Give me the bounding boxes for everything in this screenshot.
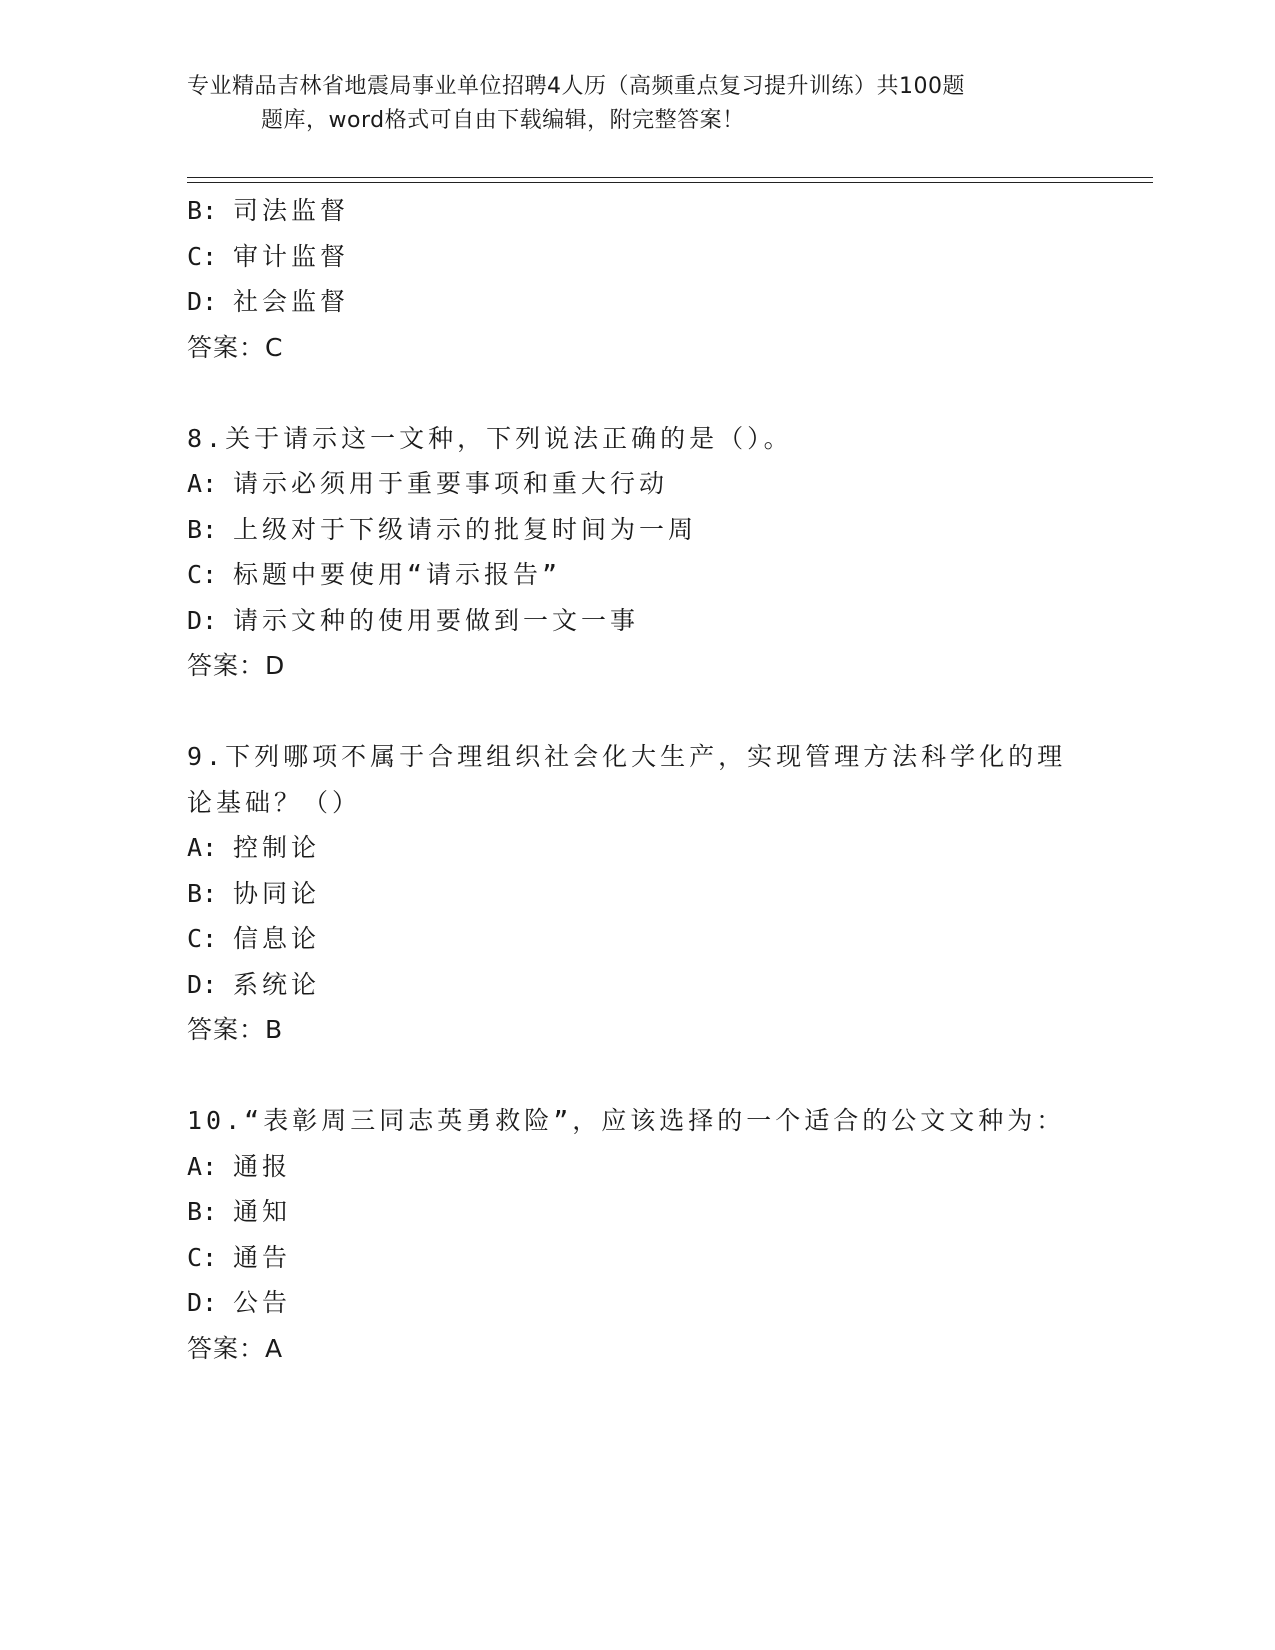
question-8 xyxy=(187,416,1087,689)
option-b xyxy=(187,188,1087,234)
option-letter: D: xyxy=(187,969,218,999)
spacer xyxy=(187,689,1087,735)
option-b xyxy=(187,1189,1087,1235)
option-letter: C: xyxy=(187,241,218,271)
spacer xyxy=(187,370,1087,416)
option-d xyxy=(187,962,1087,1008)
header-rule-bottom xyxy=(187,182,1153,183)
option-letter: A: xyxy=(187,833,218,862)
option-c xyxy=(187,552,1087,598)
option-text: 协同论 xyxy=(233,878,321,908)
option-letter: C: xyxy=(187,1242,218,1272)
option-b xyxy=(187,871,1087,917)
option-text: 司法监督 xyxy=(233,196,350,225)
option-letter: B: xyxy=(187,878,218,908)
answer-line: 答案：B xyxy=(187,1015,284,1044)
option-text: 通告 xyxy=(233,1242,292,1272)
question-stem-line1: 9.下列哪项不属于合理组织社会化大生产，实现管理方法科学化的理 xyxy=(187,742,1067,771)
option-text: 请示文种的使用要做到一文一事 xyxy=(233,605,640,635)
option-text: 通报 xyxy=(233,1151,292,1181)
question-7-tail xyxy=(187,188,1087,370)
option-text: 公告 xyxy=(233,1288,292,1317)
option-d xyxy=(187,279,1087,325)
document-header xyxy=(187,70,1067,138)
header-rule-top xyxy=(187,177,1153,178)
option-b xyxy=(187,507,1087,553)
option-c xyxy=(187,234,1087,280)
option-a xyxy=(187,1144,1087,1190)
option-text: 审计监督 xyxy=(233,241,350,271)
answer-line: 答案：C xyxy=(187,332,284,362)
option-c xyxy=(187,1235,1087,1281)
option-letter: C: xyxy=(187,560,218,589)
option-text: 系统论 xyxy=(233,969,321,999)
spacer xyxy=(187,1053,1087,1099)
option-a xyxy=(187,461,1087,507)
option-d xyxy=(187,1280,1087,1326)
header-title-line1: 专业精品吉林省地震局事业单位招聘4人历（高频重点复习提升训练）共100题 xyxy=(187,74,965,99)
answer-line: 答案：A xyxy=(187,1333,284,1363)
option-letter: B: xyxy=(187,196,218,225)
question-stem: 10.“表彰周三同志英勇救险”，应该选择的一个适合的公文文种为： xyxy=(187,1106,1066,1135)
option-letter: D: xyxy=(187,605,218,635)
option-letter: A: xyxy=(187,469,218,498)
option-letter: B: xyxy=(187,514,218,544)
option-text: 上级对于下级请示的批复时间为一周 xyxy=(233,514,698,544)
question-9 xyxy=(187,734,1087,1053)
question-content xyxy=(187,188,1087,1371)
header-title-line2: 题库，word格式可自由下载编辑，附完整答案！ xyxy=(261,108,745,133)
question-10 xyxy=(187,1098,1087,1371)
option-text: 控制论 xyxy=(233,833,321,862)
option-letter: D: xyxy=(187,1288,218,1317)
option-text: 社会监督 xyxy=(233,287,350,316)
option-text: 请示必须用于重要事项和重大行动 xyxy=(233,469,669,498)
answer-line: 答案：D xyxy=(187,651,286,680)
option-text: 信息论 xyxy=(233,924,321,953)
option-d xyxy=(187,598,1087,644)
option-letter: B: xyxy=(187,1197,218,1226)
option-c xyxy=(187,916,1087,962)
option-letter: D: xyxy=(187,287,218,316)
question-stem-line2: 论基础？（） xyxy=(187,787,362,817)
question-stem: 8.关于请示这一文种，下列说法正确的是（）。 xyxy=(187,423,793,453)
option-letter: C: xyxy=(187,924,218,953)
option-a xyxy=(187,825,1087,871)
option-text: 标题中要使用“请示报告” xyxy=(233,560,562,589)
option-text: 通知 xyxy=(233,1197,292,1226)
option-letter: A: xyxy=(187,1151,218,1181)
